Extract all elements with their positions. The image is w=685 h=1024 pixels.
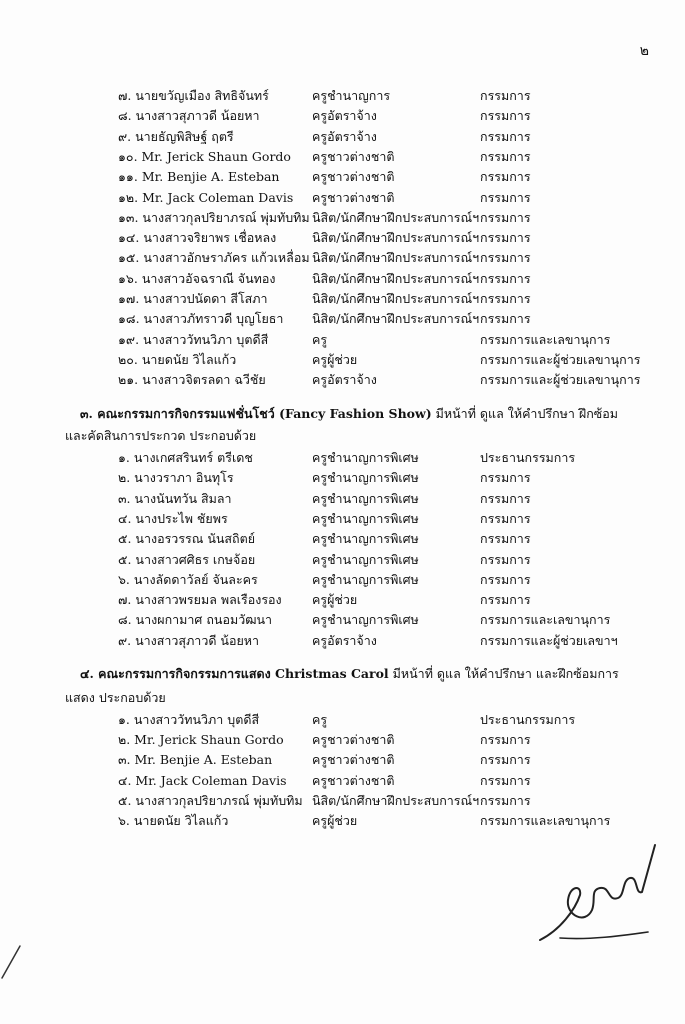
member-row bbox=[0, 309, 685, 329]
member-position: ครู bbox=[312, 712, 328, 727]
member-row bbox=[0, 610, 685, 630]
member-position: ครู bbox=[312, 331, 328, 347]
member-duty: กรรมการและเลขานุการ bbox=[480, 813, 611, 828]
member-duty: กรรมการและผู้ช่วยเลขาฯ bbox=[480, 632, 618, 648]
member-name: ๑๕. นางสาวอักษราภัคร แก้วเหลื่อม bbox=[118, 250, 310, 266]
member-name: ๑๙. นางสาววัทนวิภา บุตดีสี bbox=[118, 331, 269, 347]
member-duty: กรรมการ bbox=[480, 148, 531, 164]
member-row bbox=[0, 791, 685, 811]
member-position: ครูชำนาญการ bbox=[312, 88, 391, 103]
member-duty: กรรมการ bbox=[480, 490, 531, 506]
member-duty: กรรมการ bbox=[480, 752, 531, 768]
signature bbox=[530, 840, 660, 950]
member-duty: กรรมการ bbox=[480, 531, 531, 547]
member-name: ๑๔. นางสาวจริยาพร เชื่อหลง bbox=[118, 230, 277, 246]
member-name: ๒๐. นายดนัย วิไลแก้ว bbox=[118, 351, 237, 367]
member-row bbox=[0, 771, 685, 791]
section-3-heading bbox=[80, 404, 618, 424]
member-duty: กรรมการ bbox=[480, 792, 531, 808]
member-name: ๕. นางสาวกุลปริยาภรณ์ พุ่มทับทิม bbox=[118, 792, 303, 808]
member-position: นิสิต/นักศึกษาฝึกประสบการณ์ฯ bbox=[312, 311, 480, 327]
member-position: ครูชำนาญการพิเศษ bbox=[312, 450, 419, 465]
member-duty: กรรมการและผู้ช่วยเลขานุการ bbox=[480, 372, 641, 388]
member-name: ๑๖. นางสาวอัจฉราณี จันทอง bbox=[118, 270, 276, 286]
member-name: ๘. นางสาวสุภาวดี น้อยหา bbox=[118, 108, 260, 124]
member-position: ครูชาวต่างชาติ bbox=[312, 148, 395, 164]
member-name: ๓. Mr. Benjie A. Esteban bbox=[118, 752, 273, 768]
member-position: ครูชำนาญการพิเศษ bbox=[312, 531, 419, 547]
member-position: ครูชำนาญการพิเศษ bbox=[312, 510, 419, 526]
member-name: ๑. นางเกศสรินทร์ ตรีเดช bbox=[118, 450, 253, 465]
member-row bbox=[0, 330, 685, 350]
member-name: ๒. Mr. Jerick Shaun Gordo bbox=[118, 732, 284, 748]
member-row bbox=[0, 167, 685, 187]
member-duty: กรรมการ bbox=[480, 128, 531, 144]
member-duty: ประธานกรรมการ bbox=[480, 712, 576, 727]
member-name: ๗. นายขวัญเมือง สิทธิจันทร์ bbox=[118, 88, 269, 103]
member-position: ครูผู้ช่วย bbox=[312, 592, 358, 608]
member-name: ๑๗. นางสาวปนัดดา สีโสภา bbox=[118, 291, 268, 306]
member-duty: กรรมการ bbox=[480, 510, 531, 526]
member-position: ครูชำนาญการพิเศษ bbox=[312, 571, 419, 587]
member-row bbox=[0, 106, 685, 126]
member-name: ๕. นางอรวรรณ นันสถิตย์ bbox=[118, 531, 256, 547]
member-row bbox=[0, 86, 685, 106]
member-position: ครูผู้ช่วย bbox=[312, 351, 358, 367]
member-name: ๖. นางลัดดาวัลย์ จันละคร bbox=[118, 571, 258, 587]
member-duty: กรรมการ bbox=[480, 772, 531, 788]
member-duty: กรรมการ bbox=[480, 732, 531, 748]
member-position: ครูชาวต่างชาติ bbox=[312, 169, 395, 185]
member-duty: กรรมการ bbox=[480, 209, 531, 225]
member-row bbox=[0, 509, 685, 529]
member-name: ๔. นางประไพ ชัยพร bbox=[118, 510, 228, 526]
member-name: ๑๒. Mr. Jack Coleman Davis bbox=[118, 189, 294, 205]
member-row bbox=[0, 710, 685, 730]
member-row bbox=[0, 550, 685, 570]
member-position: ครูชำนาญการพิเศษ bbox=[312, 551, 419, 567]
member-row bbox=[0, 289, 685, 309]
member-row bbox=[0, 188, 685, 208]
member-duty: กรรมการ bbox=[480, 551, 531, 567]
section-3-continuation: และคัดสินการประกวด ประกอบด้วย bbox=[65, 428, 257, 443]
member-duty: กรรมการ bbox=[480, 250, 531, 266]
member-name: ๑๓. นางสาวกุลปริยาภรณ์ พุ่มทับทิม bbox=[118, 209, 310, 225]
member-position: ครูผู้ช่วย bbox=[312, 813, 358, 828]
member-position: ครูชำนาญการพิเศษ bbox=[312, 470, 419, 486]
member-duty: กรรมการ bbox=[480, 189, 531, 205]
member-row bbox=[0, 811, 685, 831]
member-position: นิสิต/นักศึกษาฝึกประสบการณ์ฯ bbox=[312, 792, 480, 808]
member-position: ครูชาวต่างชาติ bbox=[312, 732, 395, 748]
member-position: ครูชาวต่างชาติ bbox=[312, 752, 395, 768]
member-row bbox=[0, 248, 685, 268]
member-duty: กรรมการ bbox=[480, 270, 531, 286]
member-position: นิสิต/นักศึกษาฝึกประสบการณ์ฯ bbox=[312, 250, 480, 266]
member-position: ครูอัตราจ้าง bbox=[312, 632, 377, 648]
member-duty: กรรมการ bbox=[480, 470, 531, 486]
member-name: ๙. นายธัญพิสิษฐ์ ฤตรี bbox=[118, 128, 234, 144]
member-position: ครูอัตราจ้าง bbox=[312, 108, 377, 124]
section-4-heading bbox=[80, 664, 619, 684]
section-3-title: ๓. คณะกรรมการกิจกรรมแฟชั่นโชว์ (Fancy Fashion Show) bbox=[80, 406, 432, 421]
member-row bbox=[0, 127, 685, 147]
member-position: ครูอัตราจ้าง bbox=[312, 372, 377, 388]
member-duty: กรรมการ bbox=[480, 291, 531, 306]
member-duty: กรรมการและเลขานุการ bbox=[480, 331, 611, 347]
member-row bbox=[0, 730, 685, 750]
member-name: ๗. นางสาวพรยมล พลเรืองรอง bbox=[118, 592, 282, 608]
member-duty: กรรมการและเลขานุการ bbox=[480, 612, 611, 628]
member-duty: กรรมการ bbox=[480, 311, 531, 327]
margin-mark bbox=[0, 940, 30, 980]
member-duty: กรรมการ bbox=[480, 592, 531, 608]
page-number: ๒ bbox=[639, 43, 649, 59]
section-4-title: ๔. คณะกรรมการกิจกรรมการแสดง Christmas Carol bbox=[80, 666, 389, 681]
member-position: นิสิต/นักศึกษาฝึกประสบการณ์ฯ bbox=[312, 209, 480, 225]
member-duty: กรรมการ bbox=[480, 169, 531, 185]
member-row bbox=[0, 370, 685, 390]
member-duty: กรรมการ bbox=[480, 571, 531, 587]
member-position: ครูชาวต่างชาติ bbox=[312, 189, 395, 205]
member-row bbox=[0, 590, 685, 610]
member-row bbox=[0, 529, 685, 549]
member-name: ๔. Mr. Jack Coleman Davis bbox=[118, 772, 287, 788]
member-duty: กรรมการ bbox=[480, 230, 531, 246]
member-name: ๑๑. Mr. Benjie A. Esteban bbox=[118, 169, 280, 185]
member-position: ครูชำนาญการพิเศษ bbox=[312, 612, 419, 628]
member-duty: ประธานกรรมการ bbox=[480, 450, 576, 465]
section-4-continuation: แสดง ประกอบด้วย bbox=[65, 690, 166, 705]
member-name: ๙. นางสาวสุภาวดี น้อยหา bbox=[118, 632, 260, 648]
member-position: นิสิต/นักศึกษาฝึกประสบการณ์ฯ bbox=[312, 291, 480, 306]
member-name: ๖. นายดนัย วิไลแก้ว bbox=[118, 813, 229, 828]
member-position: ครูอัตราจ้าง bbox=[312, 128, 377, 144]
member-name: ๑๐. Mr. Jerick Shaun Gordo bbox=[118, 148, 291, 164]
member-row bbox=[0, 350, 685, 370]
member-row bbox=[0, 269, 685, 289]
member-position: นิสิต/นักศึกษาฝึกประสบการณ์ฯ bbox=[312, 230, 480, 246]
member-name: ๘. นางผกามาศ ถนอมวัฒนา bbox=[118, 612, 273, 628]
member-position: นิสิต/นักศึกษาฝึกประสบการณ์ฯ bbox=[312, 270, 480, 286]
member-row bbox=[0, 570, 685, 590]
member-name: ๓. นางนันทวัน สิมลา bbox=[118, 490, 232, 506]
member-row bbox=[0, 489, 685, 509]
member-name: ๕. นางสาวศศิธร เกษจ้อย bbox=[118, 551, 256, 567]
member-row bbox=[0, 208, 685, 228]
member-name: ๑. นางสาววัทนวิภา บุตดีสี bbox=[118, 712, 260, 727]
member-row bbox=[0, 448, 685, 468]
member-row bbox=[0, 750, 685, 770]
member-duty: กรรมการและผู้ช่วยเลขานุการ bbox=[480, 351, 641, 367]
member-position: ครูชาวต่างชาติ bbox=[312, 772, 395, 788]
section-3-duty-text: มีหน้าที่ ดูแล ให้คำปรึกษา ฝึกซ้อม bbox=[431, 406, 619, 421]
member-duty: กรรมการ bbox=[480, 108, 531, 124]
member-name: ๒. นางวราภา อินทุโร bbox=[118, 470, 234, 486]
member-name: ๒๑. นางสาวจิตรลดา ฉวีชัย bbox=[118, 372, 266, 388]
member-name: ๑๘. นางสาวภัทราวดี บุญโยธา bbox=[118, 311, 284, 327]
member-row bbox=[0, 228, 685, 248]
member-position: ครูชำนาญการพิเศษ bbox=[312, 490, 419, 506]
member-row bbox=[0, 631, 685, 651]
member-duty: กรรมการ bbox=[480, 88, 531, 103]
member-row bbox=[0, 147, 685, 167]
section-4-duty-text: มีหน้าที่ ดูแล ให้คำปรึกษา และฝึกซ้อมการ bbox=[388, 666, 619, 681]
member-row bbox=[0, 468, 685, 488]
